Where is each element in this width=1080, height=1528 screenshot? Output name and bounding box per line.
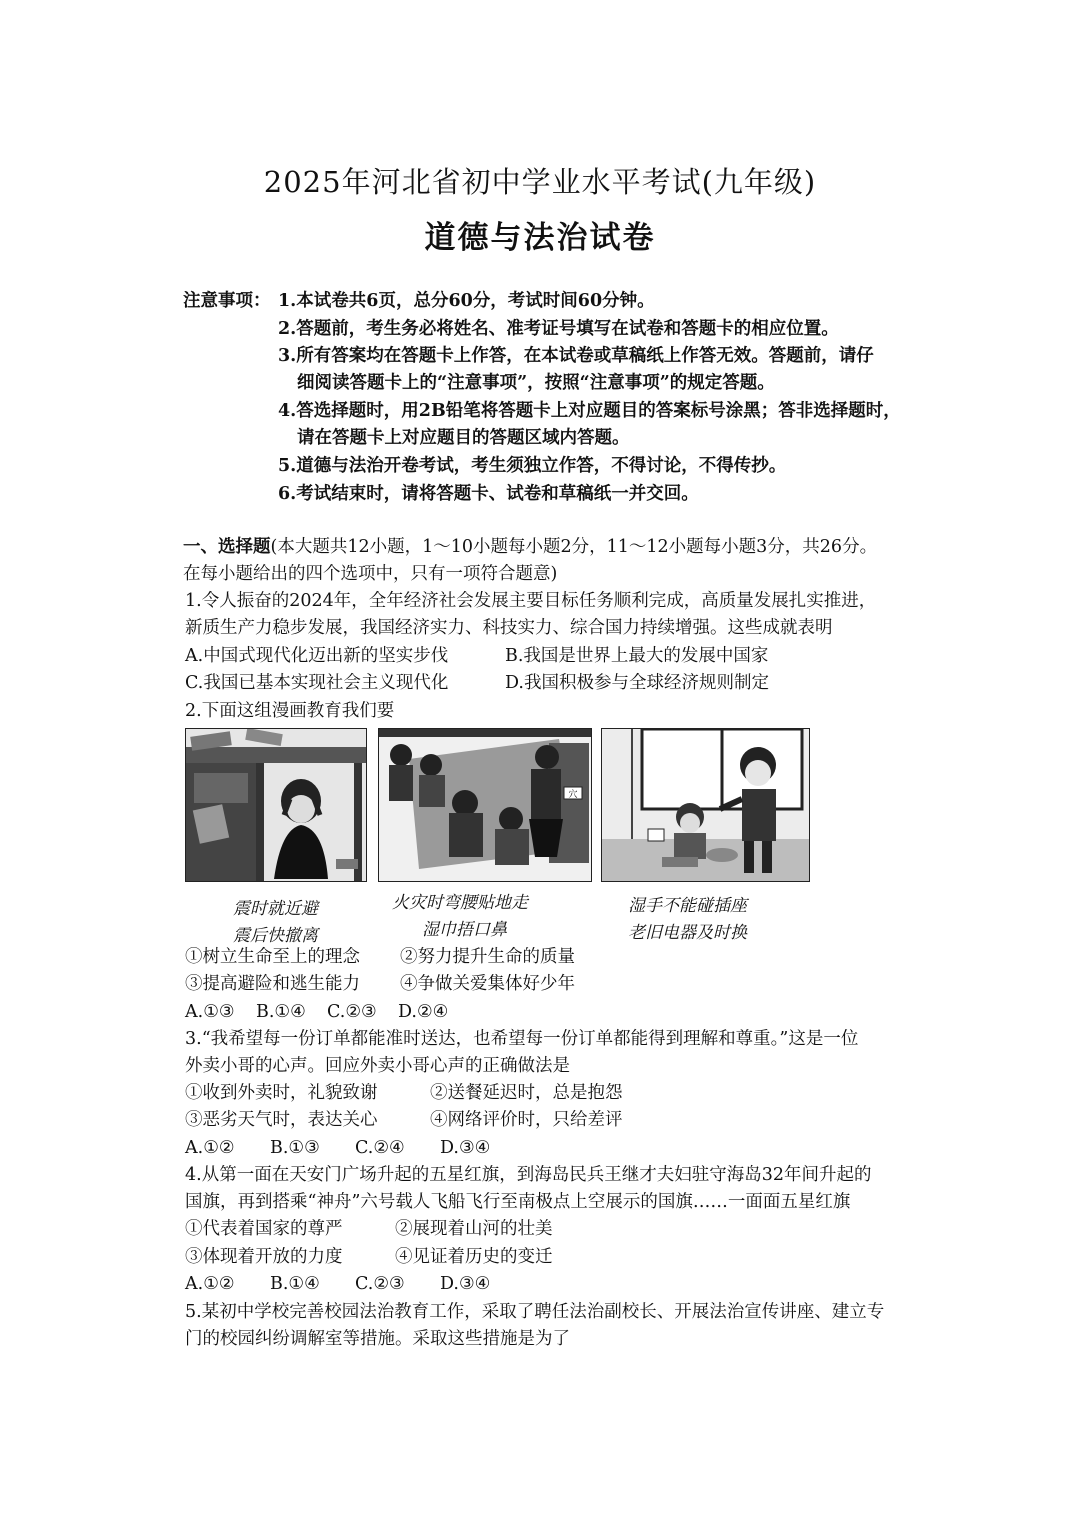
q3-stem: 3.“我希望每一份订单都能准时送达，也希望每一份订单都能得到理解和尊重。”这是一位 — [185, 1029, 859, 1049]
q4-stem: 4.从第一面在天安门广场升起的五星红旗，到海岛民兵王继才夫妇驻守海岛32年间升起的 — [185, 1165, 872, 1185]
q1-option-b: B.我国是世界上最大的发展中国家 — [505, 646, 769, 666]
q2-statement-4: ④争做关爱集体好少年 — [400, 974, 575, 994]
q2-stem: 2.下面这组漫画教育我们要 — [185, 701, 395, 721]
q3-choice-a: A.①② — [185, 1138, 235, 1158]
q1-option-a: A.中国式现代化迈出新的坚实步伐 — [185, 646, 449, 666]
fire-exit-sign: 穴 — [568, 790, 578, 800]
q3-stem-2: 外卖小哥的心声。回应外卖小哥心声的正确做法是 — [185, 1056, 570, 1076]
note-item: 5.道德与法治开卷考试，考生须独立作答，不得讨论，不得传抄。 — [278, 456, 787, 476]
q3-statement-2: ②送餐延迟时，总是抱怨 — [430, 1083, 623, 1103]
q3-statement-4: ④网络评价时，只给差评 — [430, 1110, 623, 1130]
earthquake-illustration — [186, 729, 366, 881]
q4-choice-c: C.②③ — [355, 1274, 405, 1294]
q1-option-d: D.我国积极参与全球经济规则制定 — [505, 673, 769, 693]
q2-statement-2: ②努力提升生命的质量 — [400, 947, 575, 967]
section-desc: (本大题共12小题，1～10小题每小题2分，11～12小题每小题3分，共26分。 — [270, 537, 878, 557]
electric-safety-illustration — [602, 729, 809, 881]
q3-statement-3: ③恶劣天气时，表达关心 — [185, 1110, 378, 1130]
q3-choice-d: D.③④ — [440, 1138, 491, 1158]
notes-label: 注意事项： — [183, 291, 271, 311]
comic-caption-2: 火灾时弯腰贴地走 — [392, 893, 528, 913]
q1-stem: 1.令人振奋的2024年，全年经济社会发展主要目标任务顺利完成，高质量发展扎实推进， — [185, 591, 877, 611]
q1-stem-2: 新质生产力稳步发展，我国经济实力、科技实力、综合国力持续增强。这些成就表明 — [185, 618, 833, 638]
q4-choice-a: A.①② — [185, 1274, 235, 1294]
comic-caption-1: 震时就近避 — [233, 899, 318, 919]
q3-statement-1: ①收到外卖时，礼貌致谢 — [185, 1083, 378, 1103]
q5-stem: 5.某初中学校完善校园法治教育工作，采取了聘任法治副校长、开展法治宣传讲座、建立专 — [185, 1302, 885, 1322]
q2-choice-a: A.①③ — [185, 1002, 235, 1022]
note-item: 1.本试卷共6页，总分60分，考试时间60分钟。 — [278, 291, 655, 311]
comic-panel-electricity — [601, 728, 810, 882]
q5-stem-2: 门的校园纠纷调解室等措施。采取这些措施是为了 — [185, 1329, 570, 1349]
note-item: 细阅读答题卡上的“注意事项”，按照“注意事项”的规定答题。 — [297, 373, 775, 393]
q2-choice-b: B.①④ — [256, 1002, 306, 1022]
comic-panel-fire — [378, 728, 592, 882]
note-item: 2.答题前，考生务必将姓名、准考证号填写在试卷和答题卡的相应位置。 — [278, 319, 839, 339]
note-item: 6.考试结束时，请将答题卡、试卷和草稿纸一并交回。 — [278, 484, 699, 504]
comic-caption-1b: 震后快撤离 — [233, 926, 318, 946]
q2-statement-1: ①树立生命至上的理念 — [185, 947, 360, 967]
q4-statement-2: ②展现着山河的壮美 — [395, 1219, 553, 1239]
note-item: 4.答选择题时，用2B铅笔将答题卡上对应题目的答案标号涂黑；答非选择题时， — [278, 401, 901, 421]
q4-statement-1: ①代表着国家的尊严 — [185, 1219, 343, 1239]
comic-caption-2b: 湿巾捂口鼻 — [422, 920, 507, 940]
section-heading — [183, 536, 877, 558]
fire-escape-illustration — [379, 729, 591, 881]
q3-choice-b: B.①③ — [270, 1138, 320, 1158]
q4-choice-d: D.③④ — [440, 1274, 491, 1294]
note-item: 3.所有答案均在答题卡上作答，在本试卷或草稿纸上作答无效。答题前，请仔 — [278, 346, 874, 366]
comic-caption-3: 湿手不能碰插座 — [628, 896, 747, 916]
q2-choice-c: C.②③ — [327, 1002, 377, 1022]
q2-statement-3: ③提高避险和逃生能力 — [185, 974, 360, 994]
q4-statement-3: ③体现着开放的力度 — [185, 1247, 343, 1267]
exam-title: 2025年河北省初中学业水平考试(九年级) — [263, 165, 817, 199]
comic-caption-3b: 老旧电器及时换 — [628, 923, 747, 943]
q4-statement-4: ④见证着历史的变迁 — [395, 1247, 553, 1267]
q4-choice-b: B.①④ — [270, 1274, 320, 1294]
q3-choice-c: C.②④ — [355, 1138, 405, 1158]
q2-choice-d: D.②④ — [398, 1002, 449, 1022]
comic-panel-earthquake — [185, 728, 367, 882]
q1-option-c: C.我国已基本实现社会主义现代化 — [185, 673, 449, 693]
q4-stem-2: 国旗，再到搭乘“神舟”六号载人飞船飞行至南极点上空展示的国旗……一面面五星红旗 — [185, 1192, 851, 1212]
note-item: 请在答题卡上对应题目的答题区域内答题。 — [297, 428, 630, 448]
section-title: 一、选择题 — [183, 537, 271, 557]
section-desc-2: 在每小题给出的四个选项中，只有一项符合题意) — [183, 564, 558, 584]
exam-subject-title: 道德与法治试卷 — [424, 220, 656, 256]
